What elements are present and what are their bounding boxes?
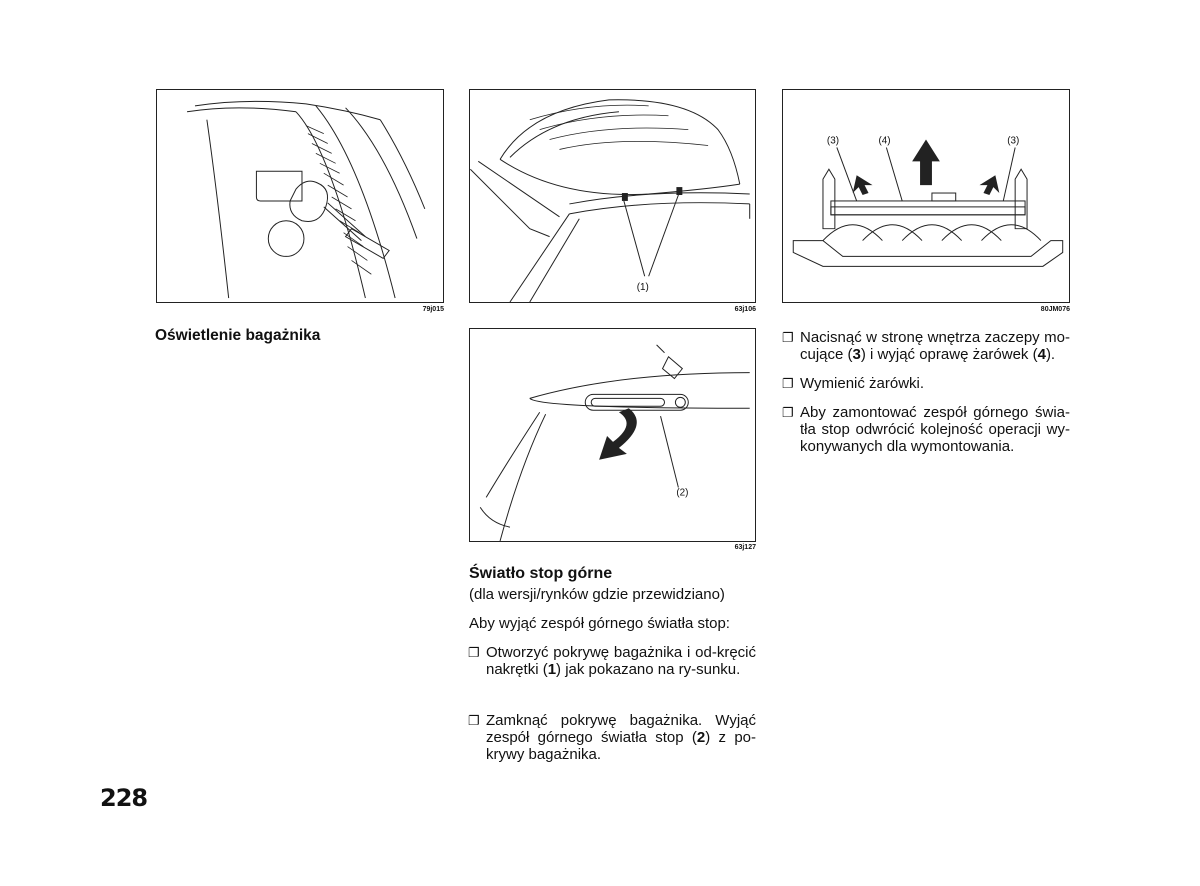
- callout-3-left: (3): [826, 135, 840, 147]
- callout-2: (2): [676, 487, 689, 499]
- list-item: ❐ Otworzyć pokrywę bagażnika i od-kręcić nakrętki (1) jak pokazano na ry-sunku.: [468, 644, 756, 678]
- figure-code: 79j015: [422, 306, 444, 313]
- checkbox-bullet-icon: ❐: [782, 376, 794, 391]
- checkbox-bullet-icon: ❐: [468, 713, 480, 728]
- brake-light-assembly-illustration: [783, 90, 1069, 302]
- list-item: ❐ Aby zamontować zespół górnego świa-tła stop odwrócić kolejność operacji wy-konywanych dla wymontowania.: [782, 404, 1070, 455]
- section-heading-trunk-light: Oświetlenie bagażnika: [155, 327, 321, 344]
- intro-text: Aby wyjąć zespół górnego światła stop:: [469, 615, 730, 632]
- figure-code: 63j127: [734, 544, 756, 551]
- trunk-light-illustration: [157, 90, 443, 302]
- checkbox-bullet-icon: ❐: [468, 645, 480, 660]
- list-item: ❐ Wymienić żarówki.: [782, 375, 925, 392]
- page-number: 228: [100, 784, 148, 812]
- figure-brake-light-assembly: [782, 89, 1070, 303]
- checkbox-bullet-icon: ❐: [782, 330, 794, 345]
- section-heading-upper-brake-light: Światło stop górne: [469, 565, 613, 582]
- callout-1: (1): [636, 282, 649, 294]
- figure-rear-roof: [469, 328, 756, 542]
- list-item: ❐ Nacisnąć w stronę wnętrza zaczepy mo-cujące (3) i wyjąć oprawę żarówek (4).: [782, 329, 1070, 363]
- figure-code: 63j106: [734, 306, 756, 313]
- callout-4: (4): [878, 135, 891, 147]
- checkbox-bullet-icon: ❐: [782, 405, 794, 420]
- rear-roof-illustration: [470, 329, 755, 541]
- tailgate-illustration: [470, 90, 755, 302]
- figure-tailgate: [469, 89, 756, 303]
- section-subtitle: (dla wersji/rynków gdzie przewidziano): [469, 586, 725, 603]
- list-item: ❐ Zamknąć pokrywę bagażnika. Wyjąć zespół górnego światła stop (2) z po-krywy bagażnika.: [468, 712, 756, 763]
- callout-3-right: (3): [1007, 135, 1020, 147]
- figure-code: 80JM076: [1040, 306, 1070, 313]
- figure-trunk-light: [156, 89, 444, 303]
